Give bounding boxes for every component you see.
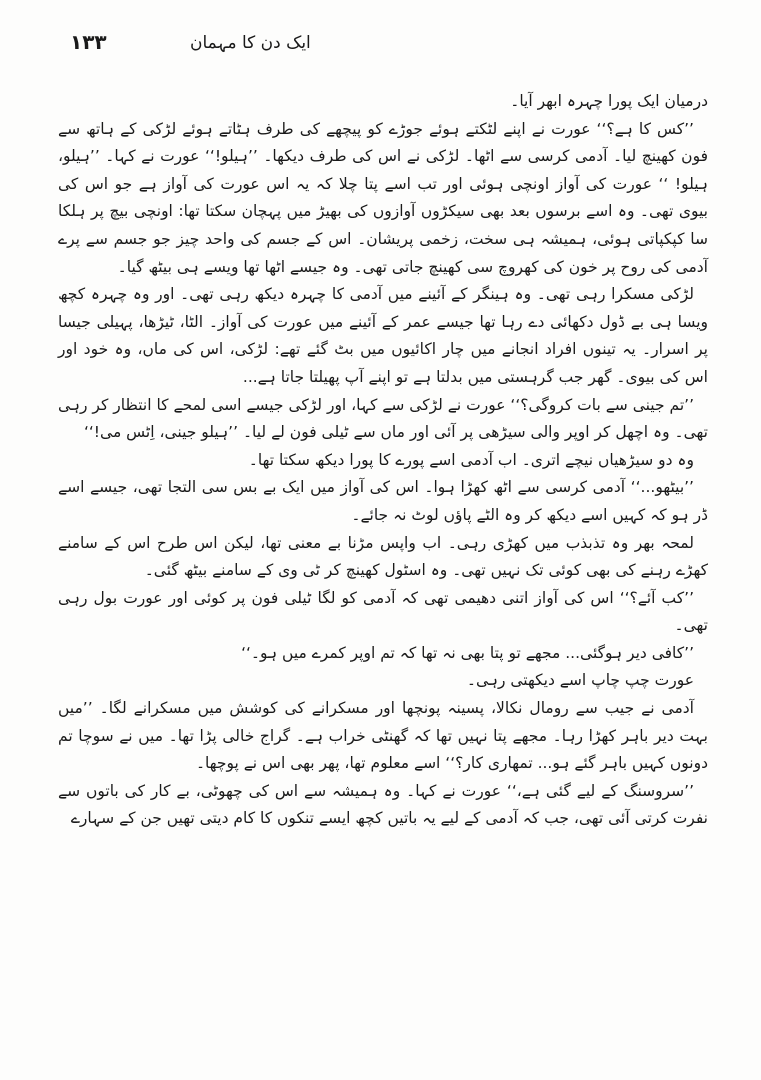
paragraph: آدمی نے جیب سے رومال نکالا، پسینہ پونچھا اور مسکرانے کی کوشش میں مسکرانے لگا۔ ’’میں بہت دیر باہر کھڑا رہا۔ مجھے پتا نہیں تھا کہ گھنٹی خراب ہے۔ گراج خالی پڑا تھا۔ میں نے سوچا تم دونوں کہیں باہر گئے ہو... تمھاری کار؟‘‘ اسے معلوم تھا، پھر بھی اس نے پوچھا۔: [58, 699, 708, 773]
page-header: [60, 30, 701, 60]
paragraph: لمحہ بھر وہ تذبذب میں کھڑی رہی۔ اب واپس مڑنا بے معنی تھا، لیکن اس طرح اس کے سامنے کھڑے رہنے کی بھی کوئی تک نہیں تھی۔ وہ اسٹول کھینچ کر ٹی وی کے سامنے بیٹھ گئی۔: [58, 533, 708, 580]
page-number: ۱۳۳: [70, 30, 107, 54]
paragraph: ’’کس کا ہے؟‘‘ عورت نے اپنے لٹکتے ہوئے جوڑے کو پیچھے کی طرف ہٹاتے ہوئے لڑکی کے ہاتھ سے فون کھینچ لیا۔ آدمی کرسی سے اٹھا۔ لڑکی نے اس کی طرف دیکھا۔ ’’ہیلو!‘‘ عورت نے کہا۔ ’’ہیلو، ہیلو! ‘‘ عورت کی آواز اونچی ہوئی اور تب اسے پتا چلا کہ یہ اس عورت کی آواز ہے جو اس کی بیوی تھی۔ وہ اسے برسوں بعد بھی سیکڑوں آوازوں کی بھیڑ میں پہچان سکتا تھا: اونچی بیچ پر ہلکا سا کپکپاتی ہوئی، ہمیشہ ہی سخت، زخمی پریشان۔ اس کے جسم کی واحد چیز جو جسم سے پرے آدمی کی روح پر خون کی کھروچ سی کھینچ جاتی تھی۔ وہ جیسے اٹھا تھا ویسے ہی بیٹھ گیا۔: [58, 119, 708, 276]
paragraph: وہ دو سیڑھیاں نیچے اتری۔ اب آدمی اسے پورے کا پورا دیکھ سکتا تھا۔: [248, 450, 694, 469]
paragraph: لڑکی مسکرا رہی تھی۔ وہ ہینگر کے آئینے میں آدمی کا چہرہ دیکھ رہی تھی۔ اور وہ چہرہ کچھ ویسا ہی بے ڈول دکھائی دے رہا تھا جیسے عمر کے آئینے میں عورت کی آواز۔ الٹا، ٹیڑھا، پہیلی جیسا پر اسرار۔ یہ تینوں افراد انجانے میں چار اکائیوں میں بٹ گئے تھے: لڑکی، اس کی ماں، وہ خود اور اس کی بیوی۔ گھر جب گرہستی میں بدلتا ہے تو اپنے آپ پھیلتا جاتا ہے...: [58, 285, 708, 386]
paragraph: درمیان ایک پورا چہرہ ابھر آیا۔: [510, 92, 708, 110]
paragraph: ’’کافی دیر ہوگئی... مجھے تو پتا بھی نہ تھا کہ تم اوپر کمرے میں ہو۔‘‘: [241, 643, 694, 662]
paragraph: عورت چپ چاپ اسے دیکھتی رہی۔: [466, 671, 694, 690]
paragraph: ’’کب آئے؟‘‘ اس کی آواز اتنی دھیمی تھی کہ آدمی کو لگا ٹیلی فون پر کوئی اور عورت بول رہی تھی۔: [58, 588, 708, 635]
body-text: [58, 88, 708, 833]
running-title: ایک دن کا مہمان: [190, 33, 311, 53]
paragraph: ’’تم جینی سے بات کروگی؟‘‘ عورت نے لڑکی سے کہا، اور لڑکی جیسے اسی لمحے کا انتظار کر رہی تھی۔ وہ اچھل کر اوپر والی سیڑھی پر آئی اور ماں سے ٹیلی فون لے لیا۔ ’’ہیلو جینی، اِٹس می!‘‘: [58, 395, 708, 442]
paragraph: ’’سروسنگ کے لیے گئی ہے،‘‘ عورت نے کہا۔ وہ ہمیشہ سے اس کی چھوٹی، بے کار کی باتوں سے نفرت کرتی آئی تھی، جب کہ آدمی کے لیے یہ باتیں کچھ ایسے تنکوں کا کام دیتی تھیں جن کے سہارے: [58, 781, 708, 828]
paragraph: ’’بیٹھو...‘‘ آدمی کرسی سے اٹھ کھڑا ہوا۔ اس کی آواز میں ایک بے بس سی التجا تھی، جیسے اسے ڈر ہو کہ کہیں اسے دیکھ کر وہ الٹے پاؤں لوٹ نہ جائے۔: [58, 478, 708, 524]
